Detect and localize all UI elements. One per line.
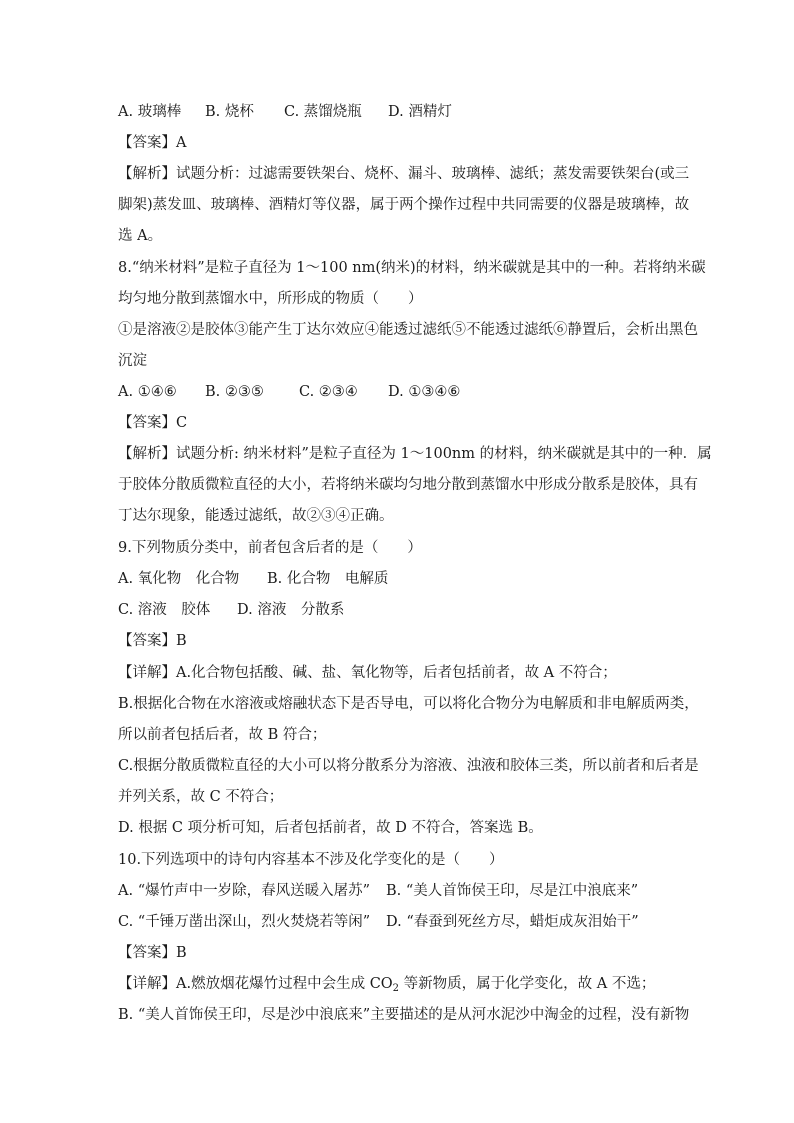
q7-analysis-line-3: 选 A。	[118, 228, 163, 244]
q7-options	[118, 102, 452, 122]
q10-detail-a-text: 【详解】A.燃放烟花爆竹过程中会生成 CO	[118, 976, 393, 992]
q10-detail-a-text-end: 等新物质，属于化学变化，故 A 不选；	[399, 976, 656, 992]
q8-analysis-line-2: 于胶体分散质微粒直径的大小，若将纳米碳均匀地分散到蒸馏水中形成分散系是胶体，具有	[118, 477, 698, 493]
q8-stem-line-2: 均匀地分散到蒸馏水中，所形成的物质（ ）	[118, 291, 423, 307]
q9-detail-line-6: D. 根据 C 项分析可知，后者包括前者，故 D 不符合，答案选 B。	[118, 820, 543, 836]
q8-option-d: D. ①③④⑥	[388, 384, 461, 400]
q8-stem-line-3: ①是溶液②是胶体③能产生丁达尔效应④能透过滤纸⑤不能透过滤纸⑥静置后，会析出黑色	[118, 322, 698, 338]
q8-stem-line-1: 8.“纳米材料”是粒子直径为 1～100 nm(纳米)的材料，纳米碳就是其中的一种。若将纳米碳	[118, 260, 706, 276]
q9-option-d: D. 溶液 分散系	[237, 602, 345, 618]
q9-options-row-2	[118, 600, 344, 620]
q10-option-c: C. “千锤万凿出深山，烈火焚烧若等闲”	[118, 914, 371, 930]
q9-option-c: C. 溶液 胶体	[118, 602, 211, 618]
q8-option-a: A. ①④⑥	[118, 384, 177, 400]
q10-detail-a-subscript: 2	[392, 983, 400, 994]
q9-detail-line-2: B.根据化合物在水溶液或熔融状态下是否导电，可以将化合物分为电解质和非电解质两类，	[118, 696, 699, 712]
q10-options-row-1	[118, 881, 638, 901]
q10-option-a: A. “爆竹声中一岁除，春风送暖入屠苏”	[118, 883, 371, 899]
q9-stem: 9.下列物质分类中，前者包含后者的是（ ）	[118, 540, 422, 556]
q8-option-c: C. ②③④	[299, 384, 358, 400]
q8-option-b: B. ②③⑤	[205, 384, 264, 400]
q9-options-row-1	[118, 569, 388, 589]
q8-answer: 【答案】C	[118, 415, 188, 431]
q9-detail-line-5: 并列关系，故 C 不符合；	[118, 789, 284, 805]
q7-option-c: C. 蒸馏烧瓶	[284, 104, 362, 120]
q10-answer: 【答案】B	[118, 945, 187, 961]
q7-option-b: B. 烧杯	[205, 104, 254, 120]
q10-option-b: B. “美人首饰侯王印，尽是江中浪底来”	[386, 883, 639, 899]
q10-options-row-2	[118, 912, 639, 932]
q8-analysis-line-3: 丁达尔现象，能透过滤纸，故②③④正确。	[118, 508, 394, 524]
q8-analysis-line-1: 【解析】试题分析: 纳米材料”是粒子直径为 1～100nm 的材料，纳米碳就是其中的一种．属	[118, 446, 712, 462]
q9-answer: 【答案】B	[118, 633, 187, 649]
q7-analysis-line-1: 【解析】试题分析：过滤需要铁架台、烧杯、漏斗、玻璃棒、滤纸；蒸发需要铁架台(或三	[118, 166, 690, 182]
q9-detail-line-3: 所以前者包括后者，故 B 符合；	[118, 727, 327, 743]
q7-answer: 【答案】A	[118, 135, 187, 151]
q9-detail-line-4: C.根据分散质微粒直径的大小可以将分散系分为溶液、浊液和胶体三类，所以前者和后者是	[118, 758, 699, 774]
q10-option-d: D. “春蚕到死丝方尽，蜡炬成灰泪始干”	[386, 914, 639, 930]
q10-detail-line-1	[118, 974, 655, 994]
q8-options	[118, 382, 460, 402]
q7-option-d: D. 酒精灯	[388, 104, 452, 120]
q9-option-a: A. 氧化物 化合物	[118, 571, 240, 587]
q9-detail-line-1: 【详解】A.化合物包括酸、碱、盐、氧化物等，后者包括前者，故 A 不符合；	[118, 665, 617, 681]
q9-option-b: B. 化合物 电解质	[267, 571, 389, 587]
q7-option-a: A. 玻璃棒	[118, 104, 182, 120]
q8-stem-line-4: 沉淀	[118, 353, 147, 369]
q10-stem: 10.下列选项中的诗句内容基本不涉及化学变化的是（ ）	[118, 852, 504, 868]
q7-analysis-line-2: 脚架)蒸发皿、玻璃棒、酒精灯等仪器，属于两个操作过程中共同需要的仪器是玻璃棒，故	[118, 197, 690, 213]
q10-detail-line-2: B. “美人首饰侯王印，尽是沙中浪底来”主要描述的是从河水泥沙中淘金的过程，没有新物	[118, 1007, 690, 1023]
